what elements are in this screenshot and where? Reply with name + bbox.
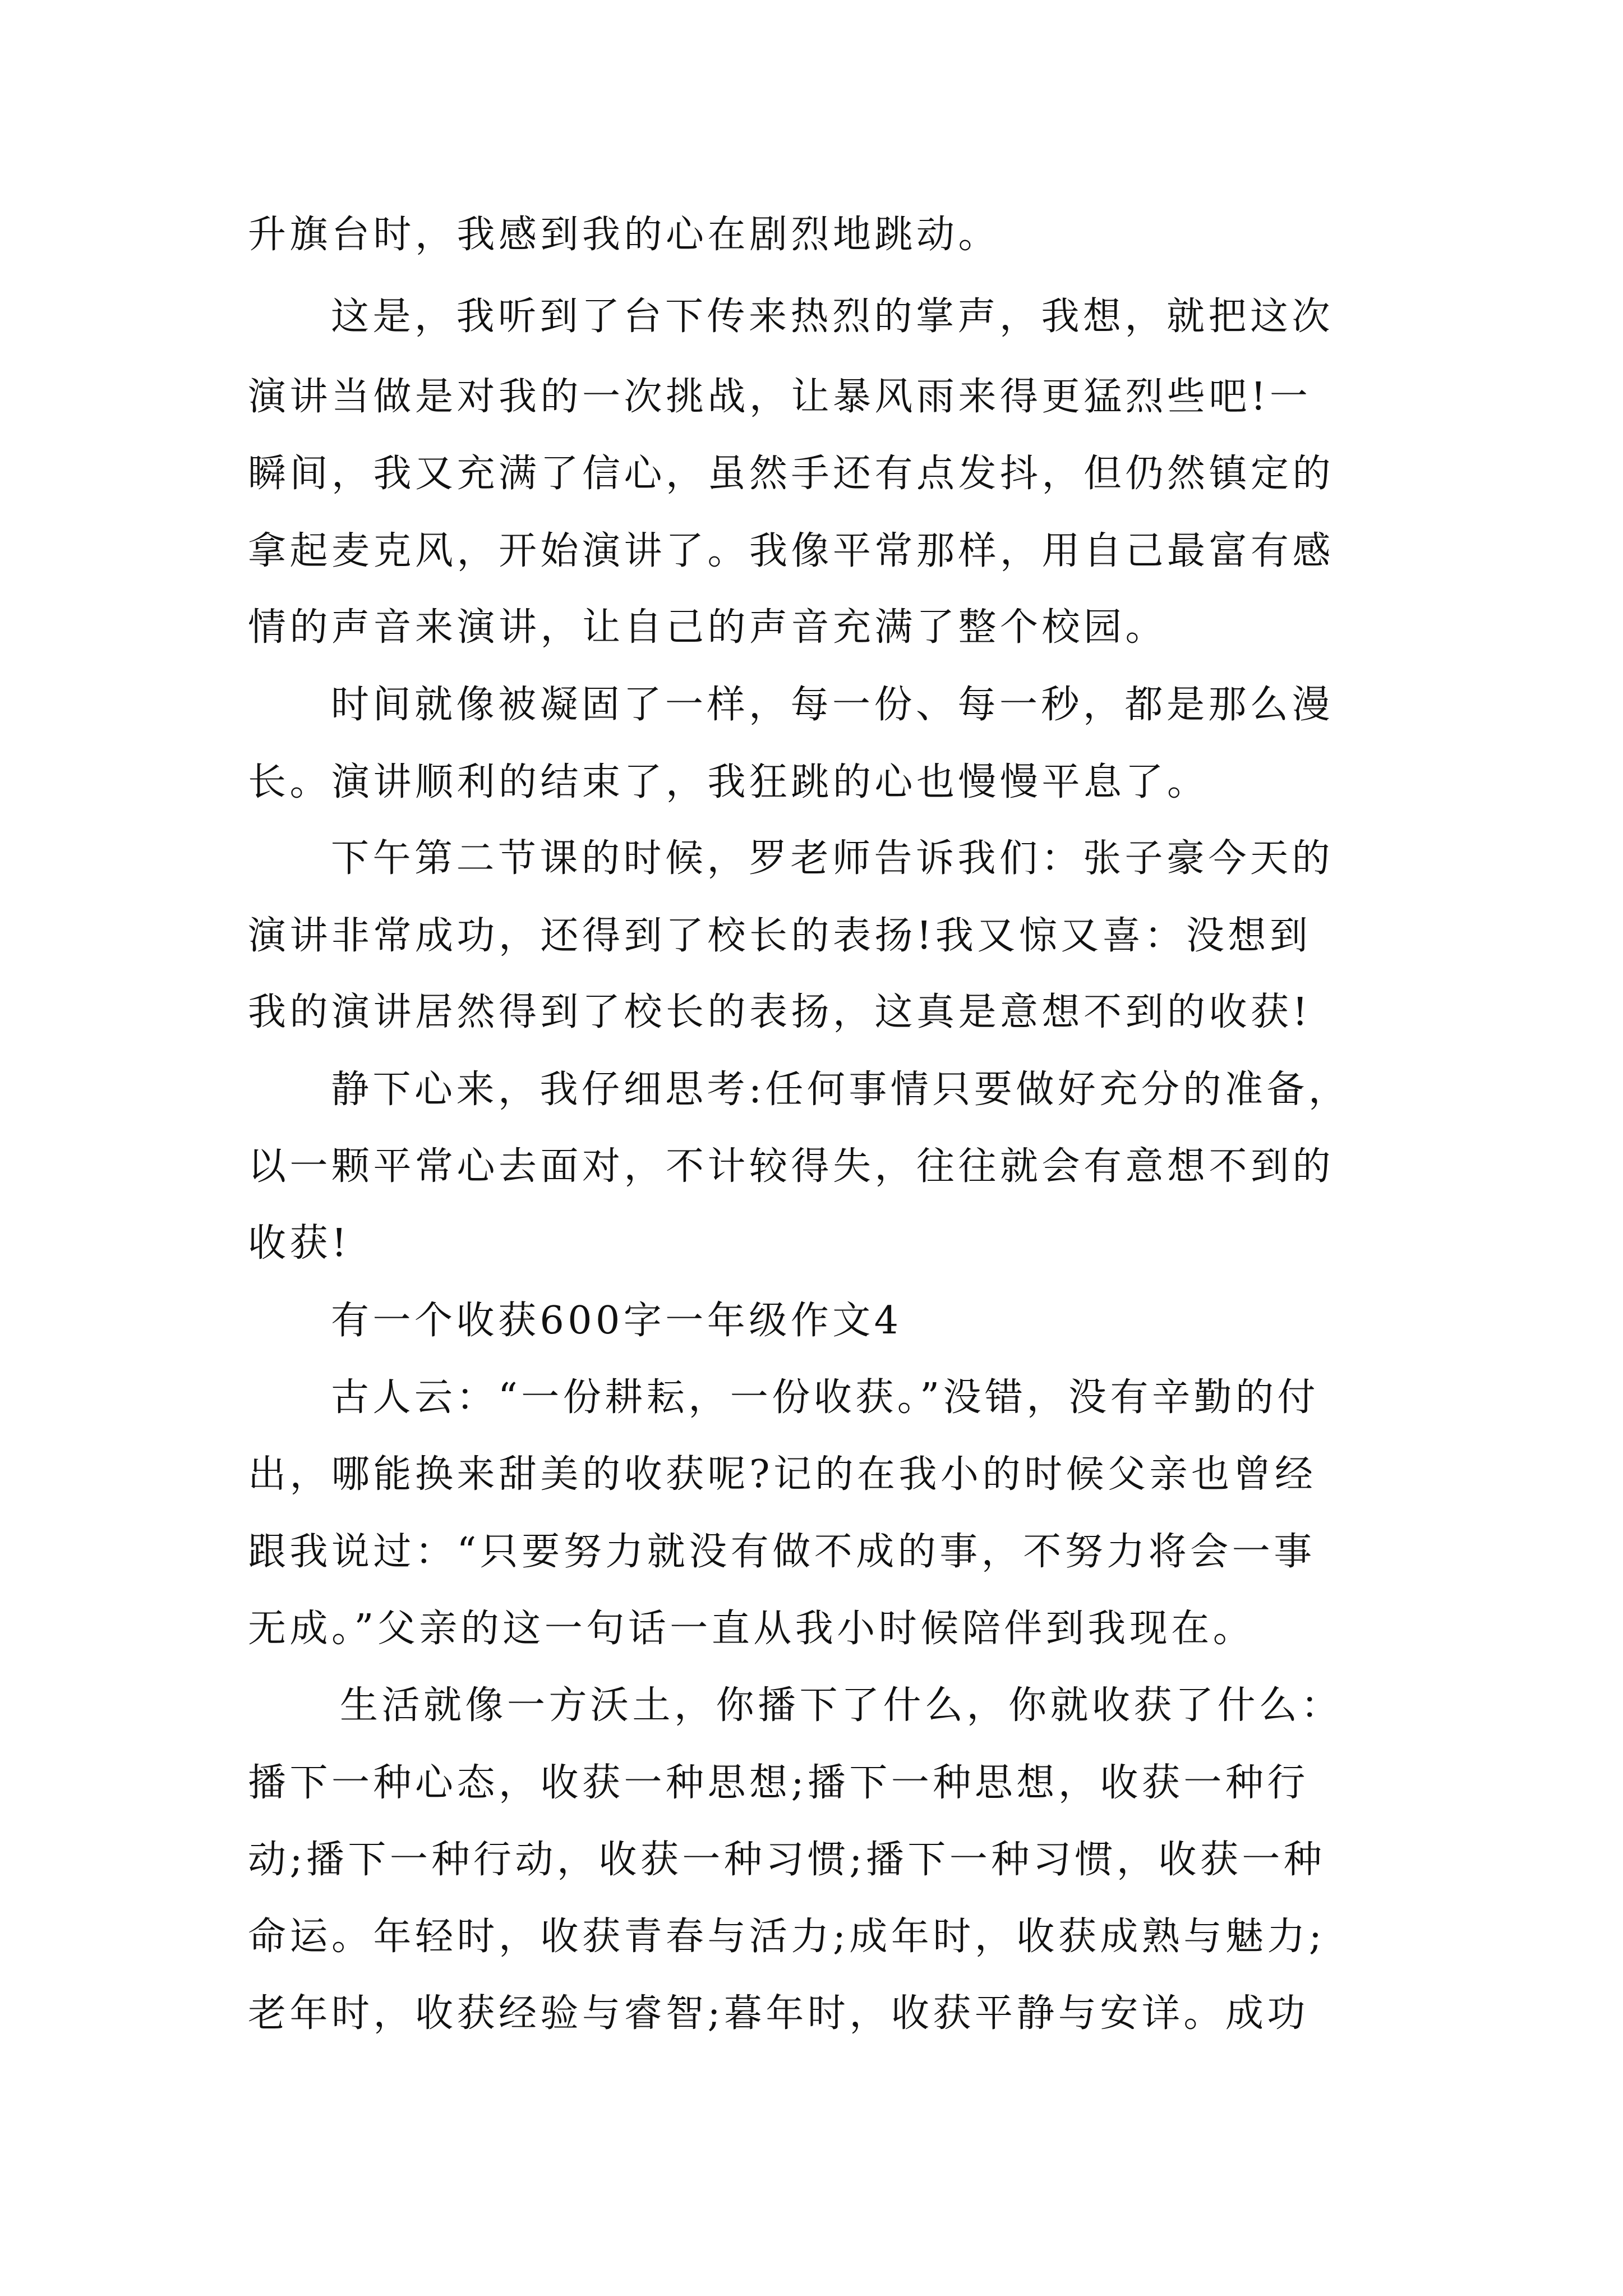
- text-line: 演讲当做是对我的一次挑战，让暴风雨来得更猛烈些吧!一: [248, 375, 1312, 419]
- text-line: 生活就像一方沃土，你播下了什么，你就收获了什么：: [340, 1683, 1343, 1728]
- text-line: 拿起麦克风，开始演讲了。我像平常那样，用自己最富有感: [248, 529, 1335, 573]
- text-line: 下午第二节课的时候，罗老师告诉我们：张子豪今天的: [331, 836, 1334, 881]
- text-line: 收获!: [248, 1221, 351, 1266]
- text-line: 动;播下一种行动，收获一种习惯;播下一种习惯，收获一种: [248, 1838, 1326, 1882]
- text-line: 古人云：“一份耕耘，一份收获。”没错，没有辛勤的付: [331, 1375, 1320, 1420]
- text-line: 这是，我听到了台下传来热烈的掌声，我想，就把这次: [331, 295, 1334, 339]
- text-line: 老年时，收获经验与睿智;暮年时，收获平静与安详。成功: [248, 1991, 1309, 2036]
- text-line: 升旗台时，我感到我的心在剧烈地跳动。: [248, 213, 1000, 257]
- text-line: 演讲非常成功，还得到了校长的表扬!我又惊又喜：没想到: [248, 914, 1312, 958]
- text-line: 长。演讲顺利的结束了，我狂跳的心也慢慢平息了。: [248, 760, 1209, 804]
- text-line: 情的声音来演讲，让自己的声音充满了整个校园。: [248, 605, 1168, 650]
- text-line: 命运。年轻时，收获青春与活力;成年时，收获成熟与魅力;: [248, 1915, 1326, 1959]
- text-line: 瞬间，我又充满了信心，虽然手还有点发抖，但仍然镇定的: [248, 452, 1335, 496]
- text-line: 时间就像被凝固了一样，每一份、每一秒，都是那么漫: [331, 683, 1334, 727]
- text-line: 以一颗平常心去面对，不计较得失，往往就会有意想不到的: [248, 1144, 1335, 1189]
- text-line: 静下心来，我仔细思考:任何事情只要做好充分的准备，: [331, 1068, 1350, 1112]
- text-line: 播下一种心态，收获一种思想;播下一种思想，收获一种行: [248, 1761, 1309, 1805]
- text-line: 我的演讲居然得到了校长的表扬，这真是意想不到的收获!: [248, 990, 1312, 1034]
- section-heading: 有一个收获600字一年级作文4: [331, 1299, 902, 1343]
- text-line: 跟我说过：“只要努力就没有做不成的事，不努力将会一事: [248, 1530, 1316, 1574]
- text-line: 无成。”父亲的这一句话一直从我小时候陪伴到我现在。: [248, 1607, 1255, 1651]
- text-line: 出，哪能换来甜美的收获呢?记的在我小的时候父亲也曾经: [248, 1452, 1317, 1497]
